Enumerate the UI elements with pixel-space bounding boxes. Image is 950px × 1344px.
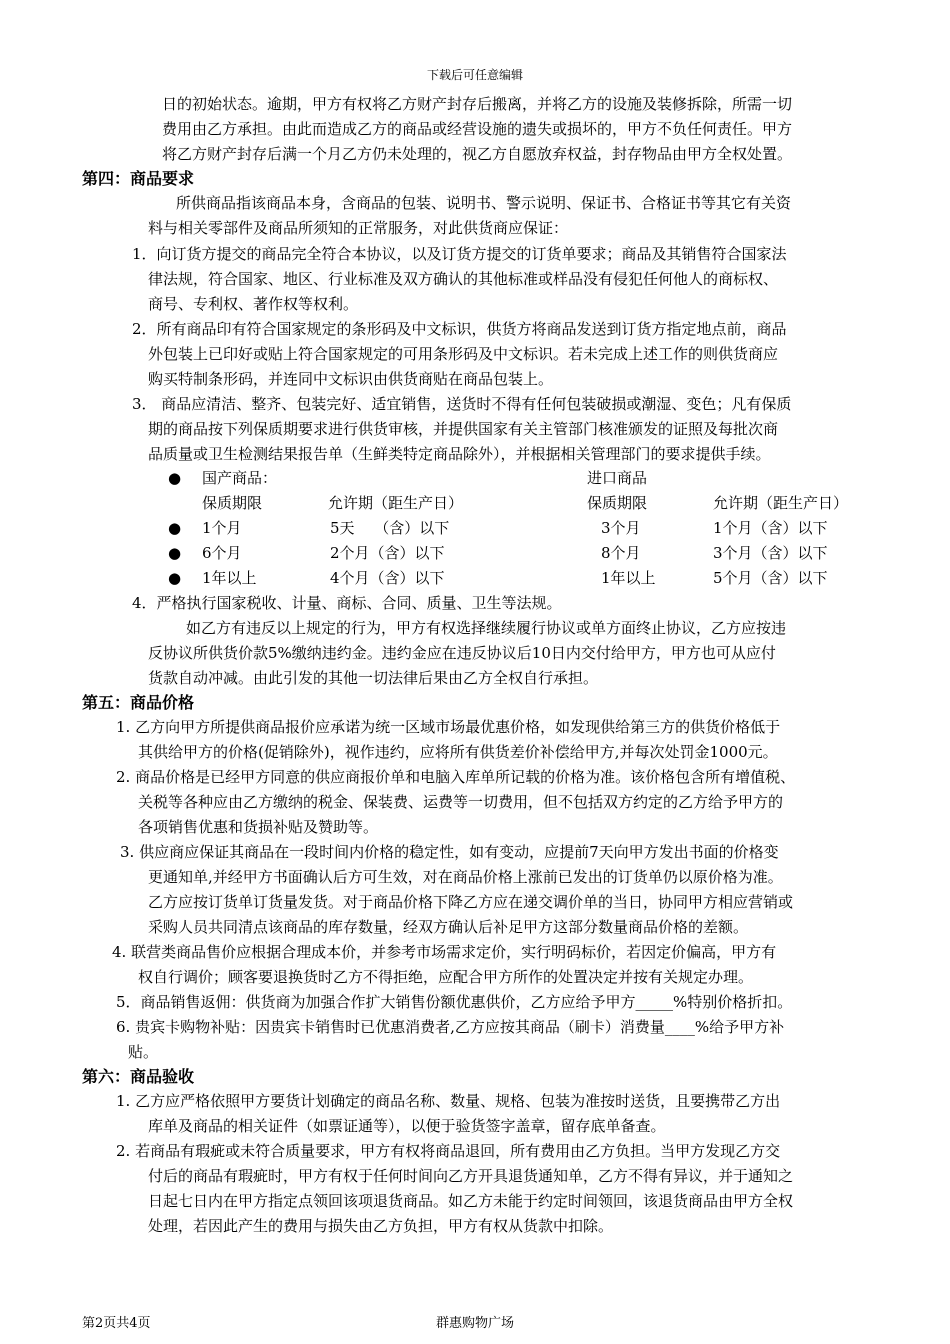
s5-item3-line: 乙方应按订货单订货量发货。对于商品价格下降乙方应在递交调价单的当日，协同甲方相应营销或 [148,893,794,911]
company-name: 群惠购物广场 [435,1316,514,1331]
s5-item3-line: 采购人员共同清点该商品的库存数量，经双方确认后补足甲方这部分数量商品价格的差额。 [148,918,749,936]
s4-para-line: 所供商品指该商品本身，含商品的包装、说明书、警示说明、保证书、合格证书等其它有关资 [176,194,792,212]
s4-item3-line: 期的商品按下列保质期要求进行供货审核，并提供国家有关主管部门核准颁发的证照及每批次商 [148,420,779,438]
s6-item1-line: 1. 乙方应严格依照甲方要货计划确定的商品名称、数量、规格、包装为准按时送货，且要携带乙方出 [116,1092,781,1110]
col-shelf-domestic: 保质期限 [202,494,263,512]
bullet: ● [168,469,182,487]
s6-item1-line: 库单及商品的相关证件（如票证通等），以便于验货签字盖章，留存底单备查。 [148,1117,666,1135]
s4-penalty-line: 反协议所供货价款5%缴纳违约金。违约金应在违反协议后10日内交付给甲方，甲方也可从应付 [148,644,776,662]
intro-line: 费用由乙方承担。由此而造成乙方的商品或经营设施的遗失或损坏的，甲方不负任何责任。甲方 [162,120,793,138]
col-allow-domestic: 允许期（距生产日） [328,494,464,512]
s4-item2-line: 2．所有商品印有符合国家规定的条形码及中文标识，供货方将商品发送到订货方指定地点前，商品 [132,320,787,338]
s4-item1-line: 1．向订货方提交的商品完全符合本协议，以及订货方提交的订货单要求；商品及其销售符合国家法 [132,245,787,263]
s4-item3-line: 品质量或卫生检测结果报告单（生鲜类特定商品除外），并根据相关管理部门的要求提供手续。 [148,445,771,463]
intro-line: 日的初始状态。逾期，甲方有权将乙方财产封存后搬离，并将乙方的设施及装修拆除，所需一切 [162,95,793,113]
page-number: 第2页共4页 [82,1316,151,1331]
s5-item2-line: 各项销售优惠和货损补贴及赞助等。 [138,818,379,836]
table-cell: 1年以上 [601,569,656,587]
bullet: ● [168,569,182,587]
table-cell: 3个月（含）以下 [713,544,828,562]
table-cell: 1年以上 [202,569,257,587]
intro-line: 将乙方财产封存后满一个月乙方仍未处理的，视乙方自愿放弃权益，封存物品由甲方全权处置。 [162,145,793,163]
s4-item1-line: 律法规，符合国家、地区、行业标准及双方确认的其他标准或样品没有侵犯任何他人的商标权、 [148,270,779,288]
col-allow-import: 允许期（距生产日） [713,494,849,512]
import-label: 进口商品 [587,469,648,487]
s4-item4: 4．严格执行国家税收、计量、商标、合同、质量、卫生等法规。 [132,594,562,612]
s5-item6-line: 6. 贵宾卡购物补贴：因贵宾卡销售时已优惠消费者,乙方应按其商品（刷卡）消费量____%给予甲方补 [116,1018,785,1036]
s4-para-line: 料与相关零部件及商品所须知的正常服务，对此供货商应保证： [148,219,569,237]
s4-item1-line: 商号、专利权、著作权等权利。 [148,295,359,313]
s5-item1-line: 其供给甲方的价格(促销除外)，视作违约，应将所有供货差价补偿给甲方,并每次处罚金1000元。 [138,743,778,761]
bullet: ● [168,544,182,562]
section-4-heading: 第四：商品要求 [82,169,195,188]
table-cell: 3个月 [601,519,641,537]
s6-item2-line: 2. 若商品有瑕疵或未符合质量要求，甲方有权将商品退回，所有费用由乙方负担。当甲方发现乙方交 [116,1142,781,1160]
table-cell: 1个月 [202,519,242,537]
bullet: ● [168,519,182,537]
col-shelf-import: 保质期限 [587,494,648,512]
table-cell: 8个月 [601,544,641,562]
page-header: 下载后可任意编辑 [426,68,523,82]
table-cell: 6个月 [202,544,242,562]
s4-item3-line: 3． 商品应清洁、整齐、包装完好、适宜销售，送货时不得有任何包装破损或潮湿、变色；凡有保质 [132,395,792,413]
s5-item1-line: 1. 乙方向甲方所提供商品报价应承诺为统一区域市场最优惠价格，如发现供给第三方的供货价格低于 [116,718,781,736]
s5-item5: 5．商品销售返佣：供货商为加强合作扩大销售份额优惠供价，乙方应给予甲方_____%特别价格折扣。 [116,993,793,1011]
s5-item4-line: 4. 联营类商品售价应根据合理成本价，并参考市场需求定价，实行明码标价，若因定价偏高，甲方有 [112,943,777,961]
s5-item3-line: 3. 供应商应保证其商品在一段时间内价格的稳定性，如有变动，应提前7天向甲方发出书面的价格变 [120,843,779,861]
s4-penalty-line: 如乙方有违反以上规定的行为，甲方有权选择继续履行协议或单方面终止协议，乙方应按违 [186,619,787,637]
domestic-label: 国产商品： [202,469,278,487]
s4-item2-line: 外包装上已印好或贴上符合国家规定的可用条形码及中文标识。若未完成上述工作的则供货商应 [148,345,779,363]
s6-item2-line: 日起七日内在甲方指定点领回该项退货商品。如乙方未能于约定时间领回，该退货商品由甲方全权 [148,1192,794,1210]
s4-item2-line: 购买特制条形码，并连同中文标识由供货商贴在商品包装上。 [148,370,554,388]
s5-item3-line: 更通知单,并经甲方书面确认后方可生效，对在商品价格上涨前已发出的订货单仍以原价格为准。 [148,868,783,886]
s6-item2-line: 处理，若因此产生的费用与损失由乙方负担，甲方有权从货款中扣除。 [148,1217,614,1235]
table-cell: 5个月（含）以下 [713,569,828,587]
s4-penalty-line: 货款自动冲减。由此引发的其他一切法律后果由乙方全权自行承担。 [148,669,599,687]
section-6-heading: 第六：商品验收 [82,1067,195,1086]
s5-item6-line: 贴。 [128,1043,159,1061]
s5-item2-line: 2. 商品价格是已经甲方同意的供应商报价单和电脑入库单所记载的价格为准。该价格包含所有增值税、 [116,768,796,786]
section-5-heading: 第五：商品价格 [82,693,195,712]
table-cell: 2个月（含）以下 [330,544,445,562]
s5-item4-line: 权自行调价；顾客要退换货时乙方不得拒绝，应配合甲方所作的处置决定并按有关规定办理。 [138,968,754,986]
s5-item2-line: 关税等各种应由乙方缴纳的税金、保装费、运费等一切费用，但不包括双方约定的乙方给予甲方的 [138,793,784,811]
table-cell: 5天 （含）以下 [330,519,450,537]
s6-item2-line: 付后的商品有瑕疵时，甲方有权于任何时间向乙方开具退货通知单，乙方不得有异议，并于通知之 [148,1167,794,1185]
table-cell: 1个月（含）以下 [713,519,828,537]
table-cell: 4个月（含）以下 [330,569,445,587]
